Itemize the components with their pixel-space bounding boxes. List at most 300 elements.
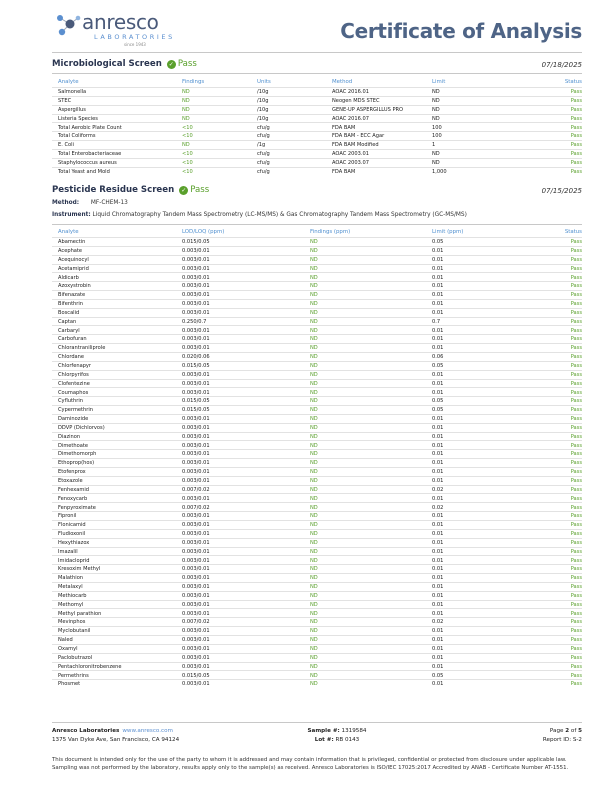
pest-row	[52, 255, 582, 264]
report-id: Report ID: S-2	[542, 736, 582, 743]
pest-cell-analyte: Mevinphos	[58, 619, 86, 626]
micro-col-status: Status	[564, 79, 582, 85]
pest-row	[52, 591, 582, 600]
pest-cell-limit: 0.01	[432, 646, 444, 652]
pest-cell-status: Pass	[570, 522, 582, 529]
micro-cell-status: Pass	[570, 151, 582, 158]
pest-col-analyte: Analyte	[58, 229, 79, 235]
pest-cell-findings: ND	[310, 504, 318, 511]
pest-method-line	[52, 200, 128, 206]
pest-cell-lodloq: 0.003/0.01	[182, 283, 210, 290]
pest-row	[52, 272, 582, 281]
pest-cell-lodloq: 0.003/0.01	[182, 592, 210, 599]
pest-cell-findings: ND	[310, 460, 318, 467]
micro-cell-units: cfu/g	[257, 124, 270, 131]
pest-cell-limit: 0.01	[432, 592, 444, 599]
micro-cell-units: /1g	[257, 142, 266, 149]
pest-cell-lodloq: 0.003/0.01	[182, 575, 210, 582]
pest-cell-status: Pass	[570, 363, 582, 369]
pest-row	[52, 246, 582, 255]
pest-cell-status: Pass	[570, 601, 582, 608]
micro-cell-status: Pass	[570, 106, 582, 113]
pest-cell-limit: 0.01	[432, 531, 444, 538]
pest-cell-limit: 0.01	[432, 433, 444, 440]
micro-cell-limit: 1	[432, 142, 436, 149]
pest-row	[52, 573, 582, 582]
pest-cell-analyte: Kresoxim Methyl	[58, 566, 101, 573]
micro-cell-findings: <10	[182, 168, 193, 175]
pest-cell-analyte: Ethoprop(hos)	[58, 460, 95, 467]
pest-cell-findings: ND	[310, 309, 318, 316]
pest-cell-analyte: Oxamyl	[58, 646, 78, 652]
micro-row	[52, 158, 582, 167]
pest-cell-status: Pass	[570, 292, 582, 299]
pest-cell-status: Pass	[570, 495, 582, 502]
pest-row	[52, 405, 582, 414]
micro-cell-units: /10g	[257, 115, 269, 122]
micro-cell-status: Pass	[570, 98, 582, 105]
pest-cell-lodloq: 0.003/0.01	[182, 548, 210, 555]
pest-cell-lodloq: 0.020/0.06	[182, 354, 210, 361]
micro-cell-status: Pass	[570, 159, 582, 166]
pest-cell-lodloq: 0.007/0.02	[182, 619, 210, 626]
pest-row	[52, 414, 582, 423]
micro-row	[52, 114, 582, 123]
pest-col-limit: Limit (ppm)	[432, 229, 464, 235]
pest-cell-lodloq: 0.003/0.01	[182, 469, 210, 476]
pest-cell-lodloq: 0.003/0.01	[182, 531, 210, 538]
pest-cell-limit: 0.06	[432, 354, 444, 361]
pest-cell-limit: 0.02	[432, 504, 444, 511]
pest-cell-analyte: Methomyl	[58, 601, 84, 608]
pest-section-title	[52, 185, 209, 195]
pest-cell-analyte: Cypermethrin	[58, 407, 94, 414]
pest-cell-analyte: Captan	[58, 318, 77, 325]
instrument-value: Liquid Chromatography Tandem Mass Spectrometry (LC-MS/MS) & Gas Chromatography Tandem Mass Spectrometry (GC-MS/MS)	[92, 212, 467, 218]
pest-cell-limit: 0.01	[432, 601, 444, 608]
header-divider	[52, 52, 582, 53]
micro-cell-findings: ND	[182, 106, 190, 113]
pest-cell-limit: 0.01	[432, 681, 444, 688]
pest-row	[52, 299, 582, 308]
pest-cell-analyte: Boscalid	[58, 309, 80, 316]
micro-row	[52, 167, 582, 176]
page-current: 2	[565, 728, 570, 734]
pest-cell-analyte: Fludioxonil	[58, 531, 86, 538]
pest-cell-limit: 0.01	[432, 460, 444, 467]
footer-company	[52, 728, 173, 734]
pest-cell-status: Pass	[570, 513, 582, 520]
micro-status-text: Pass	[177, 59, 197, 69]
pest-cell-lodloq: 0.007/0.02	[182, 504, 210, 511]
pest-row	[52, 343, 582, 352]
pest-cell-limit: 0.01	[432, 548, 444, 555]
micro-cell-findings: ND	[182, 115, 190, 122]
micro-col-units: Units	[257, 79, 271, 85]
pest-cell-analyte: Abamectin	[58, 239, 86, 246]
pest-row	[52, 458, 582, 467]
pest-cell-lodloq: 0.003/0.01	[182, 513, 210, 520]
micro-cell-units: cfu/g	[257, 168, 270, 175]
pest-cell-status: Pass	[570, 654, 582, 661]
pest-cell-findings: ND	[310, 265, 318, 272]
micro-cell-findings: <10	[182, 133, 193, 140]
pest-cell-findings: ND	[310, 681, 318, 688]
pest-cell-analyte: Coumaphos	[58, 389, 89, 396]
micro-cell-analyte: Salmonella	[58, 89, 87, 96]
pest-cell-analyte: Chlorantraniliprole	[58, 345, 106, 352]
pest-cell-analyte: Carbaryl	[58, 327, 80, 334]
pest-cell-findings: ND	[310, 301, 318, 308]
pest-cell-lodloq: 0.003/0.01	[182, 345, 210, 352]
pest-table-header	[52, 228, 582, 237]
pest-row	[52, 308, 582, 317]
micro-cell-findings: ND	[182, 89, 190, 96]
pest-cell-findings: ND	[310, 389, 318, 396]
pest-cell-findings: ND	[310, 318, 318, 325]
pest-cell-findings: ND	[310, 646, 318, 652]
pest-cell-status: Pass	[570, 265, 582, 272]
pest-cell-findings: ND	[310, 407, 318, 414]
pest-cell-analyte: Imidacloprid	[58, 557, 90, 564]
pest-row	[52, 600, 582, 609]
pest-cell-status: Pass	[570, 309, 582, 316]
pest-cell-analyte: Aldicarb	[58, 274, 79, 281]
micro-cell-units: cfu/g	[257, 159, 270, 166]
micro-row	[52, 87, 582, 96]
pest-cell-findings: ND	[310, 274, 318, 281]
pest-cell-findings: ND	[310, 380, 318, 387]
pest-cell-analyte: Hexythiazox	[58, 539, 90, 546]
pest-cell-limit: 0.05	[432, 672, 444, 679]
pest-cell-findings: ND	[310, 336, 318, 343]
micro-cell-analyte: Total Coliforms	[58, 133, 96, 140]
pest-cell-status: Pass	[570, 469, 582, 476]
pest-cell-lodloq: 0.015/0.05	[182, 672, 210, 679]
pest-cell-status: Pass	[570, 442, 582, 449]
pest-cell-lodloq: 0.003/0.01	[182, 336, 210, 343]
pest-cell-lodloq: 0.003/0.01	[182, 265, 210, 272]
company-name: Anresco Laboratories	[52, 728, 120, 734]
pest-cell-findings: ND	[310, 248, 318, 255]
pest-cell-status: Pass	[570, 407, 582, 414]
pest-cell-status: Pass	[570, 575, 582, 582]
pest-cell-lodloq: 0.003/0.01	[182, 637, 210, 644]
pest-cell-lodloq: 0.015/0.05	[182, 363, 210, 369]
pest-cell-lodloq: 0.003/0.01	[182, 477, 210, 484]
pest-row	[52, 511, 582, 520]
pest-row	[52, 644, 582, 653]
pest-status-badge	[179, 185, 209, 195]
footer-divider	[52, 722, 582, 723]
pest-cell-findings: ND	[310, 371, 318, 378]
micro-row	[52, 105, 582, 114]
pest-cell-findings: ND	[310, 539, 318, 546]
pest-cell-findings: ND	[310, 663, 318, 670]
pest-cell-lodloq: 0.003/0.01	[182, 460, 210, 467]
micro-col-analyte: Analyte	[58, 79, 79, 85]
page-number	[550, 728, 582, 734]
pest-cell-limit: 0.01	[432, 575, 444, 582]
pest-cell-analyte: Phosmet	[58, 681, 81, 688]
sample-value: 1319584	[341, 728, 367, 734]
pest-cell-findings: ND	[310, 424, 318, 431]
pest-cell-lodloq: 0.003/0.01	[182, 628, 210, 635]
pest-cell-findings: ND	[310, 433, 318, 440]
micro-table-header	[52, 78, 582, 87]
sample-label: Sample #:	[307, 728, 340, 734]
pest-divider	[52, 224, 582, 225]
pest-cell-limit: 0.01	[432, 265, 444, 272]
pest-cell-limit: 0.02	[432, 486, 444, 493]
pest-row	[52, 290, 582, 299]
pest-cell-analyte: Pentachloronitrobenzene	[58, 663, 122, 670]
pest-cell-status: Pass	[570, 239, 582, 246]
pest-cell-lodloq: 0.003/0.01	[182, 274, 210, 281]
pest-cell-findings: ND	[310, 292, 318, 299]
pest-row	[52, 396, 582, 405]
pest-cell-status: Pass	[570, 451, 582, 458]
pest-cell-analyte: Chlordane	[58, 354, 85, 361]
pest-cell-status: Pass	[570, 504, 582, 511]
micro-cell-analyte: E. Coli	[58, 142, 74, 149]
pest-cell-lodloq: 0.003/0.01	[182, 380, 210, 387]
micro-date: 07/18/2025	[541, 61, 582, 69]
pest-cell-status: Pass	[570, 637, 582, 644]
pest-cell-limit: 0.05	[432, 407, 444, 414]
micro-status-badge	[167, 59, 197, 69]
micro-cell-analyte: Aspergillus	[58, 106, 86, 113]
micro-cell-analyte: Total Yeast and Mold	[58, 168, 110, 175]
pest-cell-analyte: Metalaxyl	[58, 584, 83, 591]
pest-cell-status: Pass	[570, 318, 582, 325]
micro-col-findings: Findings	[182, 79, 205, 85]
pest-cell-analyte: Fenoxycarb	[58, 495, 88, 502]
pest-cell-limit: 0.01	[432, 654, 444, 661]
pest-instrument-line	[52, 212, 467, 218]
pest-row	[52, 352, 582, 361]
micro-cell-units: cfu/g	[257, 133, 270, 140]
micro-cell-findings: <10	[182, 124, 193, 131]
pest-cell-limit: 0.01	[432, 557, 444, 564]
pest-cell-status: Pass	[570, 557, 582, 564]
pest-cell-lodloq: 0.007/0.02	[182, 486, 210, 493]
pest-cell-limit: 0.01	[432, 336, 444, 343]
micro-table-body	[52, 87, 582, 175]
pest-cell-lodloq: 0.003/0.01	[182, 292, 210, 299]
pest-cell-lodloq: 0.003/0.01	[182, 539, 210, 546]
pest-cell-findings: ND	[310, 619, 318, 626]
pest-title: Pesticide Residue Screen	[52, 185, 175, 195]
footer-sample	[282, 728, 392, 734]
pest-row	[52, 264, 582, 273]
pest-cell-analyte: Methiocarb	[58, 592, 87, 599]
pest-cell-findings: ND	[310, 495, 318, 502]
pest-cell-lodloq: 0.003/0.01	[182, 495, 210, 502]
pest-cell-limit: 0.01	[432, 371, 444, 378]
pest-cell-lodloq: 0.003/0.01	[182, 646, 210, 652]
micro-cell-units: cfu/g	[257, 151, 270, 158]
pest-cell-analyte: Diazinon	[58, 433, 81, 440]
pest-row	[52, 617, 582, 626]
pest-cell-findings: ND	[310, 654, 318, 661]
pest-cell-lodloq: 0.003/0.01	[182, 424, 210, 431]
pest-cell-limit: 0.01	[432, 663, 444, 670]
pest-cell-lodloq: 0.015/0.05	[182, 239, 210, 246]
pest-cell-lodloq: 0.003/0.01	[182, 327, 210, 334]
pest-cell-findings: ND	[310, 592, 318, 599]
pest-cell-limit: 0.7	[432, 318, 441, 325]
pest-cell-analyte: Daminozide	[58, 416, 89, 423]
micro-row	[52, 149, 582, 158]
pest-cell-status: Pass	[570, 539, 582, 546]
pest-cell-lodloq: 0.003/0.01	[182, 416, 210, 423]
micro-cell-findings: ND	[182, 98, 190, 105]
pest-cell-lodloq: 0.003/0.01	[182, 389, 210, 396]
pest-cell-limit: 0.01	[432, 628, 444, 635]
pest-cell-analyte: Flonicamid	[58, 522, 86, 529]
pest-cell-analyte: DDVP (Dichlorvos)	[58, 424, 105, 431]
micro-col-method: Method	[332, 79, 353, 85]
pest-cell-lodloq: 0.003/0.01	[182, 654, 210, 661]
pest-cell-limit: 0.02	[432, 619, 444, 626]
pest-row	[52, 334, 582, 343]
pest-cell-findings: ND	[310, 672, 318, 679]
pest-row	[52, 679, 582, 688]
pest-row	[52, 626, 582, 635]
pest-cell-status: Pass	[570, 477, 582, 484]
micro-cell-units: /10g	[257, 106, 269, 113]
micro-cell-status: Pass	[570, 115, 582, 122]
page-total: 5	[578, 728, 582, 734]
micro-cell-analyte: Total Enterobacteriaceae	[58, 151, 122, 158]
pest-row	[52, 520, 582, 529]
pest-cell-analyte: Myclobutanil	[58, 628, 91, 635]
micro-cell-method: GENE-UP ASPERGILLUS PRO	[332, 106, 404, 113]
anresco-logo	[52, 8, 212, 50]
pest-cell-analyte: Paclobutrazol	[58, 654, 93, 661]
pest-cell-findings: ND	[310, 283, 318, 290]
pest-cell-lodloq: 0.015/0.05	[182, 407, 210, 414]
pest-cell-status: Pass	[570, 336, 582, 343]
pest-col-findings: Findings (ppm)	[310, 229, 351, 235]
pest-row	[52, 370, 582, 379]
micro-row	[52, 140, 582, 149]
pest-col-lodloq: LOD/LOQ (ppm)	[182, 229, 225, 235]
micro-cell-limit: 100	[432, 124, 442, 131]
pest-cell-analyte: Permethrins	[58, 672, 89, 679]
pest-cell-limit: 0.01	[432, 469, 444, 476]
pest-cell-lodloq: 0.003/0.01	[182, 522, 210, 529]
pest-cell-limit: 0.01	[432, 424, 444, 431]
pest-cell-findings: ND	[310, 469, 318, 476]
pest-cell-lodloq: 0.003/0.01	[182, 584, 210, 591]
pest-cell-analyte: Bifenthrin	[58, 301, 84, 308]
pest-cell-limit: 0.01	[432, 309, 444, 316]
micro-cell-status: Pass	[570, 142, 582, 149]
pest-cell-lodloq: 0.003/0.01	[182, 557, 210, 564]
pest-cell-limit: 0.05	[432, 363, 444, 369]
pest-cell-limit: 0.01	[432, 451, 444, 458]
pest-cell-findings: ND	[310, 442, 318, 449]
micro-row	[52, 131, 582, 140]
pest-row	[52, 281, 582, 290]
micro-cell-units: /10g	[257, 89, 269, 96]
pest-cell-analyte: Acequinocyl	[58, 256, 89, 263]
pest-cell-lodloq: 0.003/0.01	[182, 433, 210, 440]
pest-cell-status: Pass	[570, 610, 582, 617]
pest-cell-findings: ND	[310, 575, 318, 582]
pest-cell-status: Pass	[570, 646, 582, 652]
micro-section-title	[52, 59, 197, 69]
pest-cell-findings: ND	[310, 513, 318, 520]
micro-cell-status: Pass	[570, 89, 582, 96]
micro-cell-method: FDA BAM	[332, 124, 356, 131]
micro-cell-method: FDA BAM - ECC Agar	[332, 133, 385, 140]
pest-row	[52, 555, 582, 564]
pest-cell-findings: ND	[310, 566, 318, 573]
pest-row	[52, 237, 582, 246]
micro-cell-findings: <10	[182, 159, 193, 166]
logo-name: anresco	[82, 10, 159, 34]
pest-cell-lodloq: 0.250/0.7	[182, 318, 207, 325]
micro-cell-method: AOAC 2003.01	[332, 151, 369, 158]
company-url[interactable]: www.anresco.com	[122, 728, 173, 734]
pest-cell-findings: ND	[310, 584, 318, 591]
pest-row	[52, 538, 582, 547]
micro-cell-analyte: Total Aerobic Plate Count	[58, 124, 122, 131]
micro-cell-limit: ND	[432, 151, 440, 158]
pest-cell-analyte: Chlorfenapyr	[58, 363, 92, 369]
pest-cell-limit: 0.05	[432, 239, 444, 246]
micro-cell-limit: ND	[432, 159, 440, 166]
pest-cell-findings: ND	[310, 522, 318, 529]
check-circle-icon: ✓	[181, 186, 187, 194]
pest-cell-limit: 0.01	[432, 539, 444, 546]
pest-cell-lodloq: 0.003/0.01	[182, 309, 210, 316]
pest-cell-lodloq: 0.003/0.01	[182, 248, 210, 255]
pest-cell-findings: ND	[310, 637, 318, 644]
pest-cell-status: Pass	[570, 274, 582, 281]
micro-cell-analyte: STEC	[58, 98, 72, 105]
pest-cell-findings: ND	[310, 531, 318, 538]
pest-cell-analyte: Etofenprox	[58, 469, 86, 476]
lot-label: Lot #:	[314, 736, 334, 743]
pest-row	[52, 635, 582, 644]
pest-cell-status: Pass	[570, 327, 582, 334]
pest-cell-findings: ND	[310, 256, 318, 263]
pest-cell-limit: 0.01	[432, 274, 444, 281]
check-circle-icon: ✓	[168, 60, 174, 68]
pest-cell-limit: 0.01	[432, 283, 444, 290]
micro-cell-units: /10g	[257, 98, 269, 105]
pest-cell-findings: ND	[310, 398, 318, 405]
pest-cell-findings: ND	[310, 451, 318, 458]
pest-row	[52, 387, 582, 396]
pest-cell-limit: 0.01	[432, 301, 444, 308]
pest-cell-limit: 0.01	[432, 327, 444, 334]
instrument-label: Instrument:	[52, 212, 91, 218]
pest-cell-limit: 0.01	[432, 477, 444, 484]
pest-row	[52, 493, 582, 502]
micro-col-limit: Limit	[432, 79, 446, 85]
molecule-logo-icon	[52, 12, 82, 38]
pest-row	[52, 608, 582, 617]
pest-row	[52, 423, 582, 432]
pest-row	[52, 564, 582, 573]
micro-cell-limit: 1,000	[432, 168, 447, 175]
pest-cell-findings: ND	[310, 601, 318, 608]
